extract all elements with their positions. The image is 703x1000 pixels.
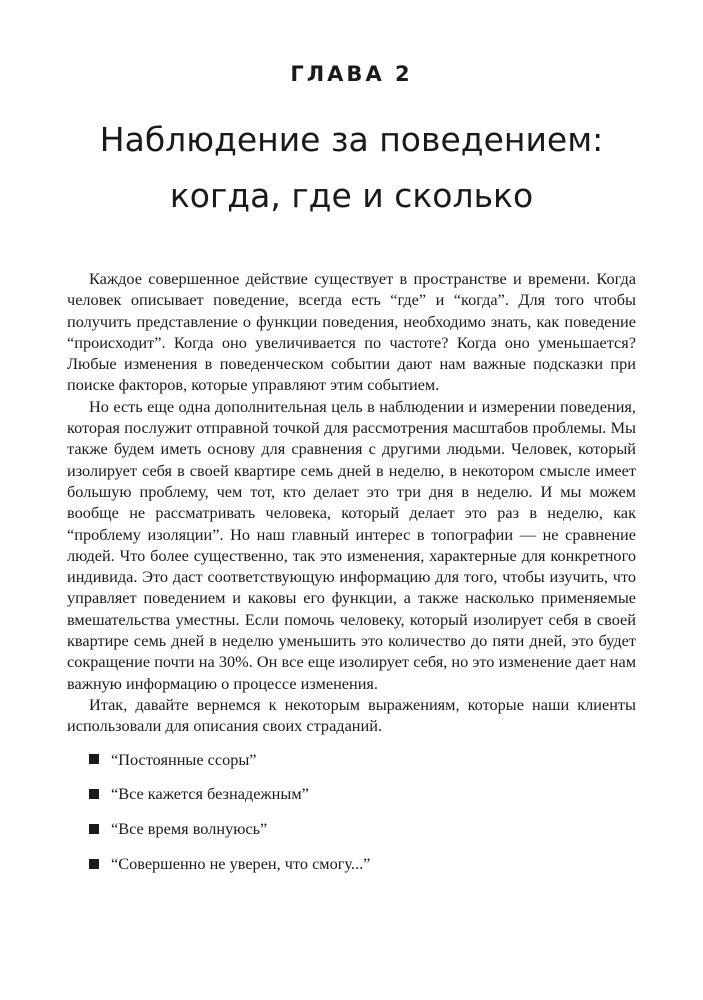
list-item [67, 853, 636, 874]
list-item-text: “Постоянные ссоры” [111, 749, 257, 769]
list-item [67, 818, 636, 839]
list-item [67, 783, 636, 804]
list-item-text: “Все время волнуюсь” [111, 819, 268, 839]
list-item-text: “Совершенно не уверен, что смогу...” [111, 853, 371, 873]
square-bullet-icon [89, 824, 99, 834]
square-bullet-icon [89, 859, 99, 869]
body-text [67, 268, 636, 888]
square-bullet-icon [89, 754, 99, 764]
list-item-text: “Все кажется безнадежным” [111, 784, 309, 804]
paragraph: Каждое совершенное действие существует в пространстве и времени. Когда человек описывает поведение, всегда есть “где” и “когда”. Для того чтобы получить представление о функции поведения, необходимо знать, как поведение “происходит”. Когда оно увеличивается по частоте? Когда оно уменьшается? Любые изменения в поведенческом событии дают нам важные подсказки при поиске факторов, которые управляют этим событием. [67, 269, 636, 395]
quote-list [67, 749, 636, 875]
square-bullet-icon [89, 789, 99, 799]
chapter-label: ГЛАВА 2 [290, 62, 413, 86]
chapter-title [40, 112, 663, 224]
list-item [67, 749, 636, 770]
paragraph: Итак, давайте вернемся к некоторым выражениям, которые наши клиенты использовали для описания своих страданий. [67, 694, 636, 736]
paragraph: Но есть еще одна дополнительная цель в наблюдении и измерении поведения, которая послужит отправной точкой для рассмотрения масштабов проблемы. Мы также будем иметь основу для сравнения с другими людьми. Человек, который изолирует себя в своей квартире семь дней в неделю, в некотором смысле имеет большую проблему, чем тот, кто делает это три дня в неделю. И мы можем вообще не рассматривать человека, который делает это раз в неделю, как “проблему изоляции”. Но наш главный интерес в топографии — не сравнение людей. Что более существенно, так это изменения, характерные для конкретного индивида. Это даст соответствующую информацию для того, чтобы изучить, что управляет поведением и каковы его функции, а также насколько применяемые вмешательства уместны. Если помочь человеку, который изолирует себя в своей квартире семь дней в неделю уменьшить это количество до пяти дней, это будет сокращение почти на 30%. Он все еще изолирует себя, но это изменение дает нам важную информацию о процессе изменения. [67, 396, 636, 693]
chapter-title-line-1: Наблюдение за поведением: [99, 120, 604, 159]
chapter-title-line-2: когда, где и сколько [169, 176, 534, 215]
